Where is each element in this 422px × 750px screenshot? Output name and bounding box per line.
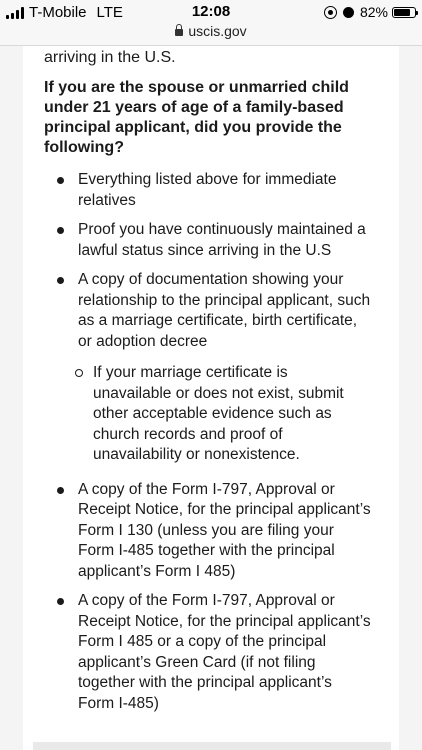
bullet [57,177,64,184]
list-item-text: Everything listed above for immediate relatives [78,171,337,209]
rotation-lock-icon [324,6,337,19]
requirements-list [44,170,399,714]
carrier-name: T-Mobile [29,4,87,21]
next-section-edge [33,742,391,750]
lock-icon [175,29,183,36]
content-card [23,46,399,750]
list-item [44,270,372,466]
alarm-icon [343,7,354,18]
list-item-text: A copy of the Form I-797, Approval or Receipt Notice, for the principal applicant’s Form I 130 (unless you are filing your Form I-485 together with the principal applicant’s Form I 485) [78,480,371,580]
address-bar[interactable] [0,23,422,39]
sub-list-item [44,363,348,466]
section-question: If you are the spouse or unmarried child under 21 years of age of a family-based principal applicant, did you provide the following? [44,79,349,156]
bullet [57,277,64,284]
list-item-text: Proof you have continuously maintained a lawful status since arriving in the U.S [78,221,366,259]
clock: 12:08 [191,3,231,20]
previous-text: arriving in the U.S. [44,49,176,66]
list-item [44,480,372,583]
battery-icon [392,7,416,18]
bullet [57,487,64,494]
list-item-text: A copy of the Form I-797, Approval or Receipt Notice, for the principal applicant’s Form I 485 or a copy of the principal applicant’s Green Card (if not filing together with the principal applicant’s Form I-485) [78,592,371,712]
battery-fill [394,9,410,16]
bullet [57,598,64,605]
sub-list [78,363,372,466]
list-item [44,220,372,261]
bullet [57,227,64,234]
url-text[interactable]: uscis.gov [188,23,247,39]
sub-list-item-text: If your marriage certificate is unavailable or does not exist, submit other acceptable evidence such as church records and proof of unavailability or nonexistence. [93,364,344,463]
network-type: LTE [96,4,123,21]
status-right [324,4,416,20]
list-item-text: A copy of documentation showing your relationship to the principal applicant, such as a marriage certificate, birth certificate, or adoption decree [78,271,371,350]
status-bar [0,0,422,46]
battery-percentage: 82% [359,4,388,20]
ring-bullet [75,369,83,377]
list-item [44,591,372,714]
list-item [44,170,372,211]
